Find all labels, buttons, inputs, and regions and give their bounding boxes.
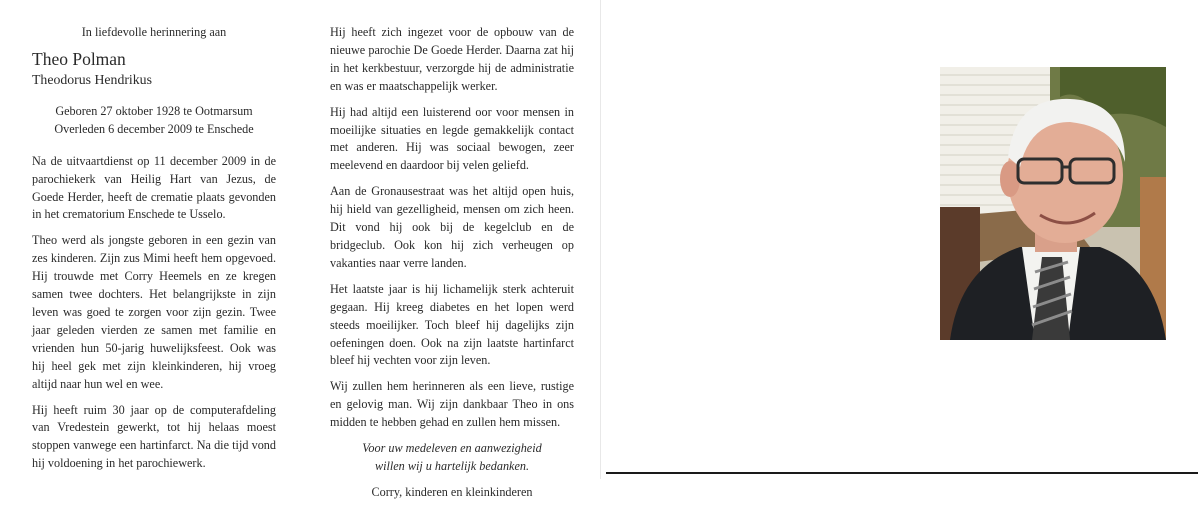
paragraph-social: Aan de Gronausestraat was het altijd open huis, hij hield van gezelligheid, mensen om zich heen. Dit vond hij ook bij de kegelclub en de bridgeclub. Ook kon hij zich verheugen op vakanties naar verre landen. bbox=[330, 184, 574, 270]
paragraph-funeral: Na de uitvaartdienst op 11 december 2009 in de parochiekerk van Heilig Hart van Jezus, de Goede Herder, heeft de crematie plaats gevonden in het crematorium Enschede te Usselo. bbox=[32, 153, 276, 222]
paragraph-parish: Hij heeft zich ingezet voor de opbouw van de nieuwe parochie De Goede Herder. Daarna zat hij in het kerkbestuur, verzorgde hij de administratie en was er maatschappelijk werker. bbox=[330, 25, 574, 93]
thanks-text bbox=[330, 440, 574, 476]
paragraph-work: Hij heeft ruim 30 jaar op de computerafdeling van Vredestein gewerkt, tot hij helaas moest stoppen vanwege een hartinfarct. Na die tijd vond hij voldoening in het parochiewerk. bbox=[32, 402, 276, 471]
portrait-photo bbox=[940, 67, 1166, 340]
paragraph-character: Hij had altijd een luisterend oor voor mensen in moeilijke situaties en legde gemakkelijk contact met anderen. Hij was sociaal bewogen, zeer meelevend en daardoor bij velen geliefd. bbox=[330, 104, 574, 173]
fold-line bbox=[600, 0, 601, 479]
paragraph-family: Theo werd als jongste geboren in een gezin van zes kinderen. Zijn zus Mimi heeft hem opgevoed. Hij trouwde met Corry Heemels en ze kregen samen twee dochters. Het belangrijkste in zijn leven was goed te zorgen voor zijn gezin. Twee jaar geleden vierden ze samen met familie en vrienden hun 50-jarig huwelijksfeest. Ook was hij heel gek met zijn kleinkinderen, hij vroeg altijd naar hun wel en wee. bbox=[32, 233, 276, 391]
death-line: Overleden 6 december 2009 te Enschede bbox=[54, 121, 254, 136]
thanks-line-2: willen wij u hartelijk bedanken. bbox=[374, 458, 529, 473]
bottom-rule bbox=[606, 472, 1198, 474]
middle-column bbox=[330, 24, 574, 510]
paragraph-remember: Wij zullen hem herinneren als een lieve, rustige en gelovig man. Wij zijn dankbaar Theo in ons midden te hebben gehad en zullen hem missen. bbox=[330, 379, 574, 430]
life-dates bbox=[32, 103, 276, 139]
signature: Corry, kinderen en kleinkinderen bbox=[371, 484, 533, 499]
deceased-full-name: Theodorus Hendrikus bbox=[32, 71, 152, 87]
thanks-line-1: Voor uw medeleven en aanwezigheid bbox=[362, 441, 542, 456]
deceased-name: Theo Polman bbox=[32, 48, 126, 69]
left-column bbox=[32, 24, 276, 481]
intro-text: In liefdevolle herinnering aan bbox=[81, 25, 227, 39]
birth-line: Geboren 27 oktober 1928 te Ootmarsum bbox=[55, 103, 253, 118]
paragraph-last-year: Het laatste jaar is hij lichamelijk sterk achteruit gegaan. Hij kreeg diabetes en het lopen werd steeds moeilijker. Toch bleef hij dagelijks zijn oefeningen doen. Ook na zijn laatste hartinfarct bleef hij vechten voor zijn leven. bbox=[330, 281, 574, 368]
